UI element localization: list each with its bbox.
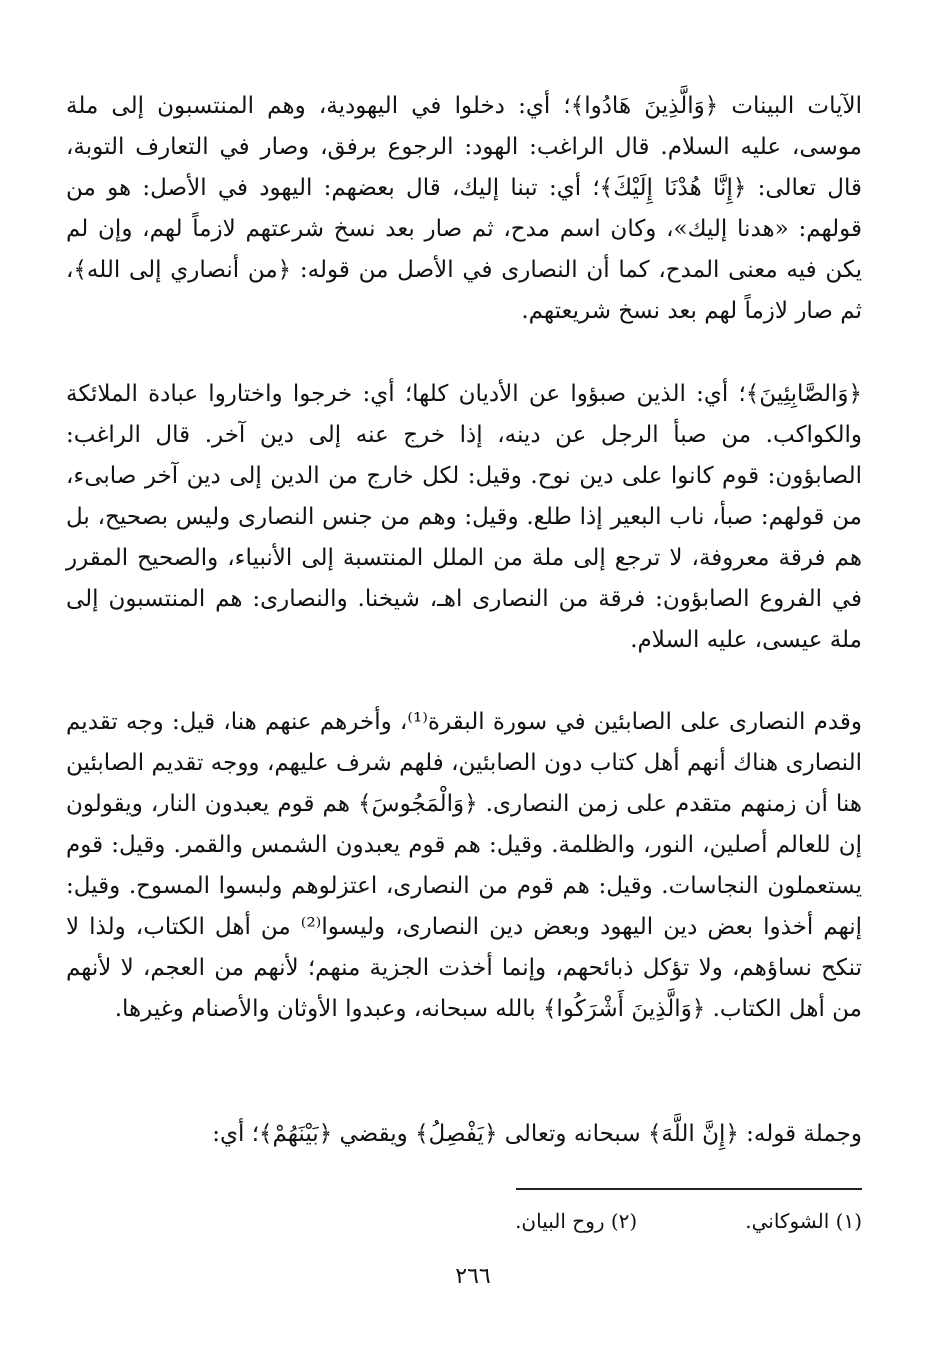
footnote-2: (٢) روح البيان. <box>515 1209 638 1233</box>
paragraph-3: وقدم النصارى على الصابئين في سورة البقرة⁽¹⁾، وأخرهم عنهم هنا، قيل: وجه تقديم النصارى هناك أنهم أهل كتاب دون الصابئين، فلهم شرف عليهم، ووجه تقديم الصابئين هنا أن زمنهم متقدم على زمن النصارى. ﴿وَالْمَجُوسَ﴾ هم قوم يعبدون النار، ويقولون إن للعالم أصلين، النور، والظلمة. وقيل: هم قوم يعبدون الشمس والقمر. وقيل: قوم يستعملون النجاسات. وقيل: هم قوم من النصارى، اعتزلوهم ولبسوا المسوح. وقيل: إنهم أخذوا بعض دين اليهود وبعض دين النصارى، وليسوا⁽²⁾ من أهل الكتاب، ولذا لا تنكح نساؤهم، ولا تؤكل ذبائحهم، وإنما أخذت الجزية منهم؛ لأنهم من العجم، لا لأنهم من أهل الكتاب. ﴿وَالَّذِينَ أَشْرَكُوا﴾ بالله سبحانه، وعبدوا الأوثان والأصنام وغيرها. <box>66 709 862 1022</box>
paragraph-2: ﴿وَالصَّابِئِينَ﴾؛ أي: الذين صبؤوا عن الأديان كلها؛ أي: خرجوا واختاروا عبادة الملائكة والكواكب. من صبأ الرجل عن دينه، إذا خرج عنه إلى دين آخر. قال الراغب: الصابؤون: قوم كانوا على دين نوح. وقيل: لكل خارج من الدين إلى دين آخر صابىء، من قولهم: صبأ، ناب البعير إذا طلع. وقيل: وهم من جنس النصارى وليس بصحيح، بل هم فرقة معروفة، لا ترجع إلى ملة من الملل المنتسبة إلى الأنبياء، والصحيح المقرر في الفروع الصابؤون: فرقة من النصارى اهـ، شيخنا. والنصارى: هم المنتسبون إلى ملة عيسى، عليه السلام. <box>66 381 862 653</box>
footnote-divider <box>516 1188 862 1190</box>
footnote-1: (١) الشوكاني. <box>745 1209 862 1233</box>
footnotes <box>66 1206 862 1236</box>
paragraph-1: الآيات البينات ﴿وَالَّذِينَ هَادُوا﴾؛ أي: دخلوا في اليهودية، وهم المنتسبون إلى ملة موسى، عليه السلام. قال الراغب: الهود: الرجوع برفق، وصار في التعارف التوبة، قال تعالى: ﴿إِنَّا هُدْنَا إِلَيْكَ﴾؛ أي: تبنا إليك، قال بعضهم: اليهود في الأصل: هو من قولهم: «هدنا إليك»، وكان اسم مدح، ثم صار بعد نسخ شرعتهم لازماً لهم، وإن لم يكن فيه معنى المدح، كما أن النصارى في الأصل من قوله: ﴿من أنصاري إلى الله﴾، ثم صار لازماً لهم بعد نسخ شريعتهم. <box>66 93 862 324</box>
page-number: ٢٦٦ <box>455 1264 491 1289</box>
paragraph-4: وجملة قوله: ﴿إِنَّ اللَّهَ﴾ سبحانه وتعالى ﴿يَفْصِلُ﴾ ويقضي ﴿بَيْنَهُمْ﴾؛ أي: <box>212 1121 862 1147</box>
